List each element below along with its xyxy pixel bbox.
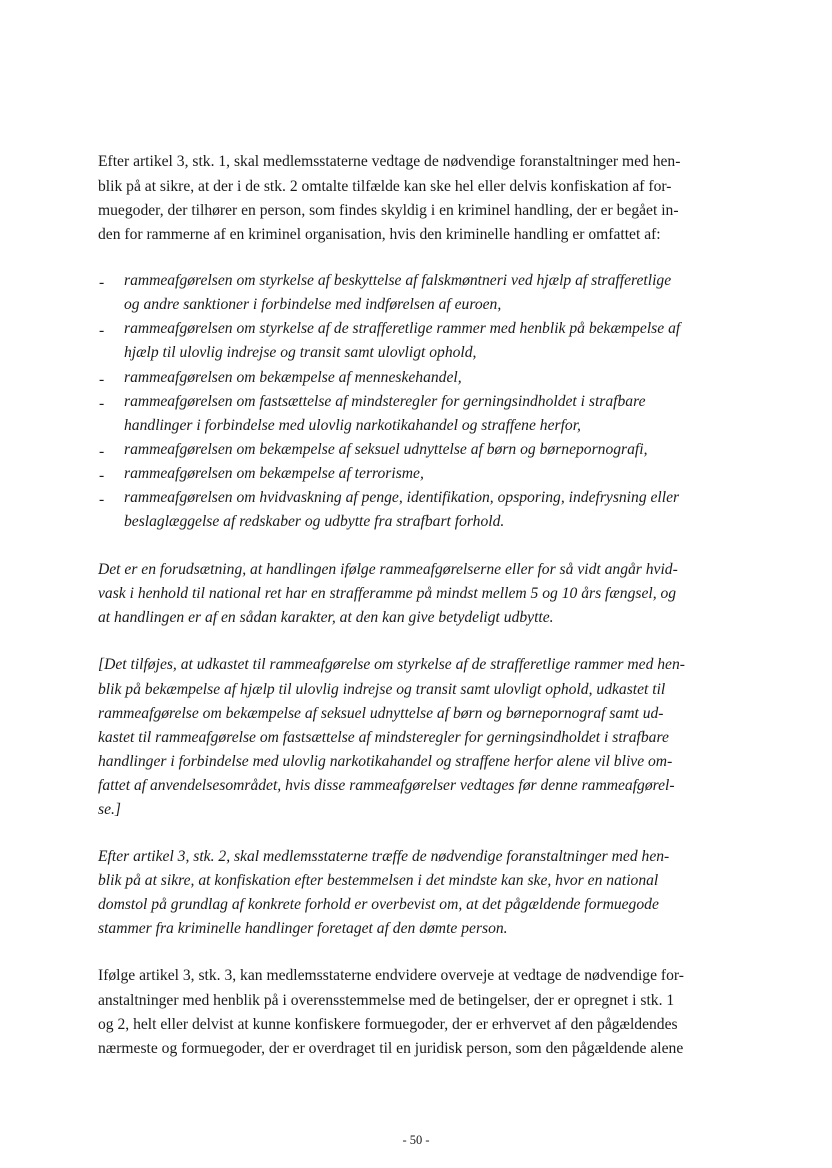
list-item: rammeafgørelsen om bekæmpelse af terrorisme, (124, 465, 424, 482)
text-line: stammer fra kriminelle handlinger foretaget af den dømte person. (98, 920, 508, 937)
text-line: blik på bekæmpelse af hjælp til ulovlig indrejse og transit samt ulovligt ophold, udkastet til (98, 681, 666, 698)
list-item-continuation: handlinger i forbindelse med ulovlig narkotikahandel og straffene herfor, (124, 417, 581, 434)
text-line: domstol på grundlag af konkrete forhold er overbevist om, at det pågældende formuegode (98, 896, 659, 913)
text-line: fattet af anvendelsesområdet, hvis disse rammeafgørelser vedtages før denne rammeafgørel- (98, 777, 675, 794)
text-line: vask i henhold til national ret har en strafferamme på mindst mellem 5 og 10 års fængsel, og (98, 585, 677, 602)
list-bullet: - (99, 395, 105, 412)
list-bullet: - (99, 443, 105, 460)
text-line: blik på at sikre, at der i de stk. 2 omtalte tilfælde kan ske hel eller delvis konfiskation af for- (98, 178, 672, 195)
list-bullet: - (99, 467, 105, 484)
list-bullet: - (99, 274, 105, 291)
text-line: se.] (98, 801, 121, 818)
list-item: rammeafgørelsen om bekæmpelse af seksuel udnyttelse af børn og børnepornografi, (124, 441, 648, 458)
text-line: [Det tilføjes, at udkastet til rammeafgørelse om styrkelse af de strafferetlige rammer med hen- (98, 656, 685, 673)
text-line: at handlingen er af en sådan karakter, at den kan give betydeligt udbytte. (98, 609, 554, 626)
text-line: den for rammerne af en kriminel organisation, hvis den kriminelle handling er omfattet af: (98, 226, 661, 243)
text-line: og 2, helt eller delvist at kunne konfiskere formuegoder, der er erhvervet af den pågældendes (98, 1016, 678, 1033)
text-line: handlinger i forbindelse med ulovlig narkotikahandel og straffene herfor alene vil blive om- (98, 753, 673, 770)
text-line: Det er en forudsætning, at handlingen ifølge rammeafgørelserne eller for så vidt angår hvid- (98, 561, 678, 578)
list-item: rammeafgørelsen om bekæmpelse af menneskehandel, (124, 369, 462, 386)
text-line: muegoder, der tilhører en person, som findes skyldig i en kriminel handling, der er begået in- (98, 202, 679, 219)
list-item: rammeafgørelsen om fastsættelse af mindsteregler for gerningsindholdet i strafbare (124, 393, 646, 410)
text-line: anstaltninger med henblik på i overensstemmelse med de betingelser, der er opregnet i stk. 1 (98, 992, 675, 1009)
list-item-continuation: og andre sanktioner i forbindelse med indførelsen af euroen, (124, 296, 502, 313)
text-line: Ifølge artikel 3, stk. 3, kan medlemsstaterne endvidere overveje at vedtage de nødvendige for- (98, 967, 684, 984)
text-line: kastet til rammeafgørelse om fastsættelse af mindsteregler for gerningsindholdet i strafbare (98, 729, 669, 746)
page-number: - 50 - (402, 1133, 430, 1147)
text-line: nærmeste og formuegoder, der er overdraget til en juridisk person, som den pågældende alene (98, 1040, 684, 1057)
list-item: rammeafgørelsen om styrkelse af beskyttelse af falskmøntneri ved hjælp af strafferetlige (124, 272, 672, 289)
list-item: rammeafgørelsen om styrkelse af de strafferetlige rammer med henblik på bekæmpelse af (124, 320, 681, 337)
list-item: rammeafgørelsen om hvidvaskning af penge, identifikation, opsporing, indefrysning eller (124, 489, 680, 506)
list-item-continuation: hjælp til ulovlig indrejse og transit samt ulovligt ophold, (124, 344, 477, 361)
text-line: blik på at sikre, at konfiskation efter bestemmelsen i det mindste kan ske, hvor en national (98, 872, 659, 889)
list-bullet: - (99, 371, 105, 388)
text-line: Efter artikel 3, stk. 2, skal medlemsstaterne træffe de nødvendige foranstaltninger med hen- (98, 848, 670, 865)
text-line: rammeafgørelse om bekæmpelse af seksuel udnyttelse af børn og børnepornograf samt ud- (98, 705, 664, 722)
list-bullet: - (99, 322, 105, 339)
text-line: Efter artikel 3, stk. 1, skal medlemsstaterne vedtage de nødvendige foranstaltninger med hen- (98, 153, 681, 170)
list-item-continuation: beslaglæggelse af redskaber og udbytte fra strafbart forhold. (124, 513, 505, 530)
list-bullet: - (99, 491, 105, 508)
